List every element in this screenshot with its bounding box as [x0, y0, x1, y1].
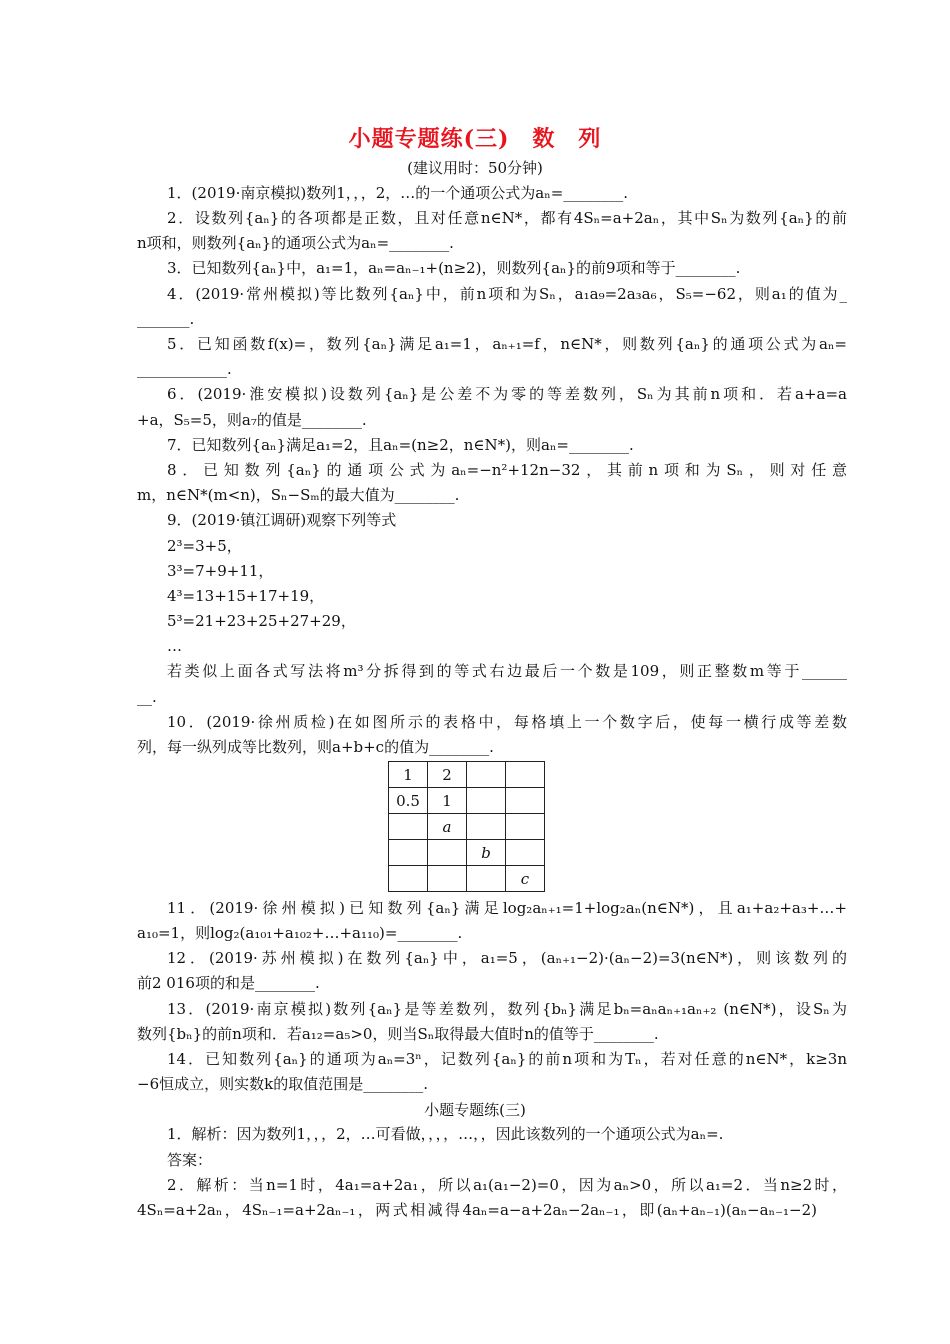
solution-2-line-1: 2．解析：当n=1时，4a₁=a+2a₁，所以a₁(a₁−2)=0，因为aₙ>0，所以a₁=2．当n≥2时，: [167, 1176, 847, 1194]
table-cell-c: c: [506, 866, 545, 892]
table-cell: [506, 840, 545, 866]
table-cell: 1: [389, 762, 428, 788]
problem-6-line-1: 6．(2019·淮安模拟)设数列{aₙ}是公差不为零的等差数列，Sₙ为其前n项和．若a+a=a: [167, 385, 847, 403]
problem-12-line-1: 12．(2019·苏州模拟)在数列{aₙ}中，a₁=5，(aₙ₊₁−2)·(aₙ−2)=3(n∈N*)，则该数列的: [167, 949, 847, 967]
problem-4-line-2: _______.: [137, 310, 195, 328]
table-cell: 1: [428, 788, 467, 814]
problem-9-line-1: 若类似上面各式写法将m³分拆得到的等式右边最后一个数是109，则正整数m等于______: [167, 662, 847, 680]
page-subtitle: (建议用时：50分钟): [407, 159, 543, 177]
problem-14-line-1: 14．已知数列{aₙ}的通项为aₙ=3ⁿ，记数列{aₙ}的前n项和为Tₙ，若对任意的n∈N*，k≥3n: [167, 1050, 847, 1068]
table-row: [389, 866, 545, 892]
problem-9-line-2: __.: [137, 688, 157, 706]
problem-12-line-2: 前2 016项的和是________.: [137, 974, 320, 992]
table-cell: [389, 840, 428, 866]
table-row: [389, 840, 545, 866]
table-cell: [506, 762, 545, 788]
table-cell: [506, 814, 545, 840]
table-cell: [467, 814, 506, 840]
solution-2-line-2: 4Sₙ=a+2aₙ，4Sₙ₋₁=a+2aₙ₋₁，两式相减得4aₙ=a−a+2aₙ−2aₙ₋₁，即(aₙ+aₙ₋₁)(aₙ−aₙ₋₁−2): [137, 1201, 817, 1219]
table-row: [389, 814, 545, 840]
problem-13-line-1: 13．(2019·南京模拟)数列{aₙ}是等差数列，数列{bₙ}满足bₙ=aₙaₙ₊₁aₙ₊₂ (n∈N*)，设Sₙ为: [167, 1000, 847, 1018]
ellipsis: …: [167, 637, 182, 655]
table-row: [389, 762, 545, 788]
problem-14-line-2: −6恒成立，则实数k的取值范围是________.: [137, 1075, 428, 1093]
table-cell: [389, 814, 428, 840]
equation-4: 5³=21+23+25+27+29，: [167, 612, 356, 630]
table-cell: [389, 866, 428, 892]
table-cell-b: b: [467, 840, 506, 866]
equation-2: 3³=7+9+11，: [167, 562, 274, 580]
solution-1: 1．解析：因为数列1，，，2，…可看做，，，，…，，因此该数列的一个通项公式为aₙ=.: [167, 1125, 724, 1143]
problem-13-line-2: 数列{bₙ}的前n项和．若a₁₂=a₅>0，则当Sₙ取得最大值时n的值等于________.: [137, 1025, 659, 1043]
problem-11-line-1: 11．(2019·徐州模拟)已知数列{aₙ}满足log₂aₙ₊₁=1+log₂aₙ(n∈N*)，且a₁+a₂+a₃+…+: [167, 899, 847, 917]
answer-label: 答案：: [167, 1151, 213, 1169]
table-cell: [467, 788, 506, 814]
problem-2-line-2: n项和，则数列{aₙ}的通项公式为aₙ=________.: [137, 234, 454, 252]
problem-10-line-2: 列，每一纵列成等比数列，则a+b+c的值为________.: [137, 738, 494, 756]
problem-5-line-2: ____________.: [137, 360, 232, 378]
problem-10-line-1: 10．(2019·徐州质检)在如图所示的表格中，每格填上一个数字后，使每一横行成等差数: [167, 713, 847, 731]
page-title: 小题专题练(三) 数 列: [348, 126, 602, 152]
problem-11-line-2: a₁₀=1，则log₂(a₁₀₁+a₁₀₂+…+a₁₁₀)=________.: [137, 924, 463, 942]
problem-4-line-1: 4．(2019·常州模拟)等比数列{aₙ}中，前n项和为Sₙ，a₁a₉=2a₃a₆，S₅=−62，则a₁的值为_: [167, 285, 847, 303]
table-cell: [467, 762, 506, 788]
problem-1: 1．(2019·南京模拟)数列1，，，2，…的一个通项公式为aₙ=________.: [167, 184, 629, 202]
problem-2-line-1: 2．设数列{aₙ}的各项都是正数，且对任意n∈N*，都有4Sₙ=a+2aₙ，其中Sₙ为数列{aₙ}的前: [167, 209, 847, 227]
problem-5-line-1: 5．已知函数f(x)=，数列{aₙ}满足a₁=1，aₙ₊₁=f，n∈N*，则数列{aₙ}的通项公式为aₙ=: [167, 335, 847, 353]
table-cell: [467, 866, 506, 892]
problem-3: 3．已知数列{aₙ}中，a₁=1，aₙ=aₙ₋₁+(n≥2)，则数列{aₙ}的前9项和等于________.: [167, 259, 741, 277]
problem-8-line-1: 8．已知数列{aₙ}的通项公式为aₙ=−n²+12n−32，其前n项和为Sₙ，则对任意: [167, 461, 847, 479]
equation-1: 2³=3+5，: [167, 537, 242, 555]
problem-6-line-2: +a，S₅=5，则a₇的值是________.: [137, 411, 367, 429]
table-cell-a: a: [428, 814, 467, 840]
table-row: [389, 788, 545, 814]
table-cell: 0.5: [389, 788, 428, 814]
table-cell: [428, 866, 467, 892]
answers-heading: 小题专题练(三): [424, 1101, 526, 1119]
number-grid-table: [388, 761, 545, 892]
table-cell: [506, 788, 545, 814]
problem-7: 7．已知数列{aₙ}满足a₁=2，且aₙ=(n≥2，n∈N*)，则aₙ=________.: [167, 436, 634, 454]
table-cell: [428, 840, 467, 866]
problem-9-intro: 9．(2019·镇江调研)观察下列等式: [167, 511, 397, 529]
problem-8-line-2: m，n∈N*(m<n)，Sₙ−Sₘ的最大值为________.: [137, 486, 460, 504]
table-cell: 2: [428, 762, 467, 788]
equation-3: 4³=13+15+17+19，: [167, 587, 325, 605]
